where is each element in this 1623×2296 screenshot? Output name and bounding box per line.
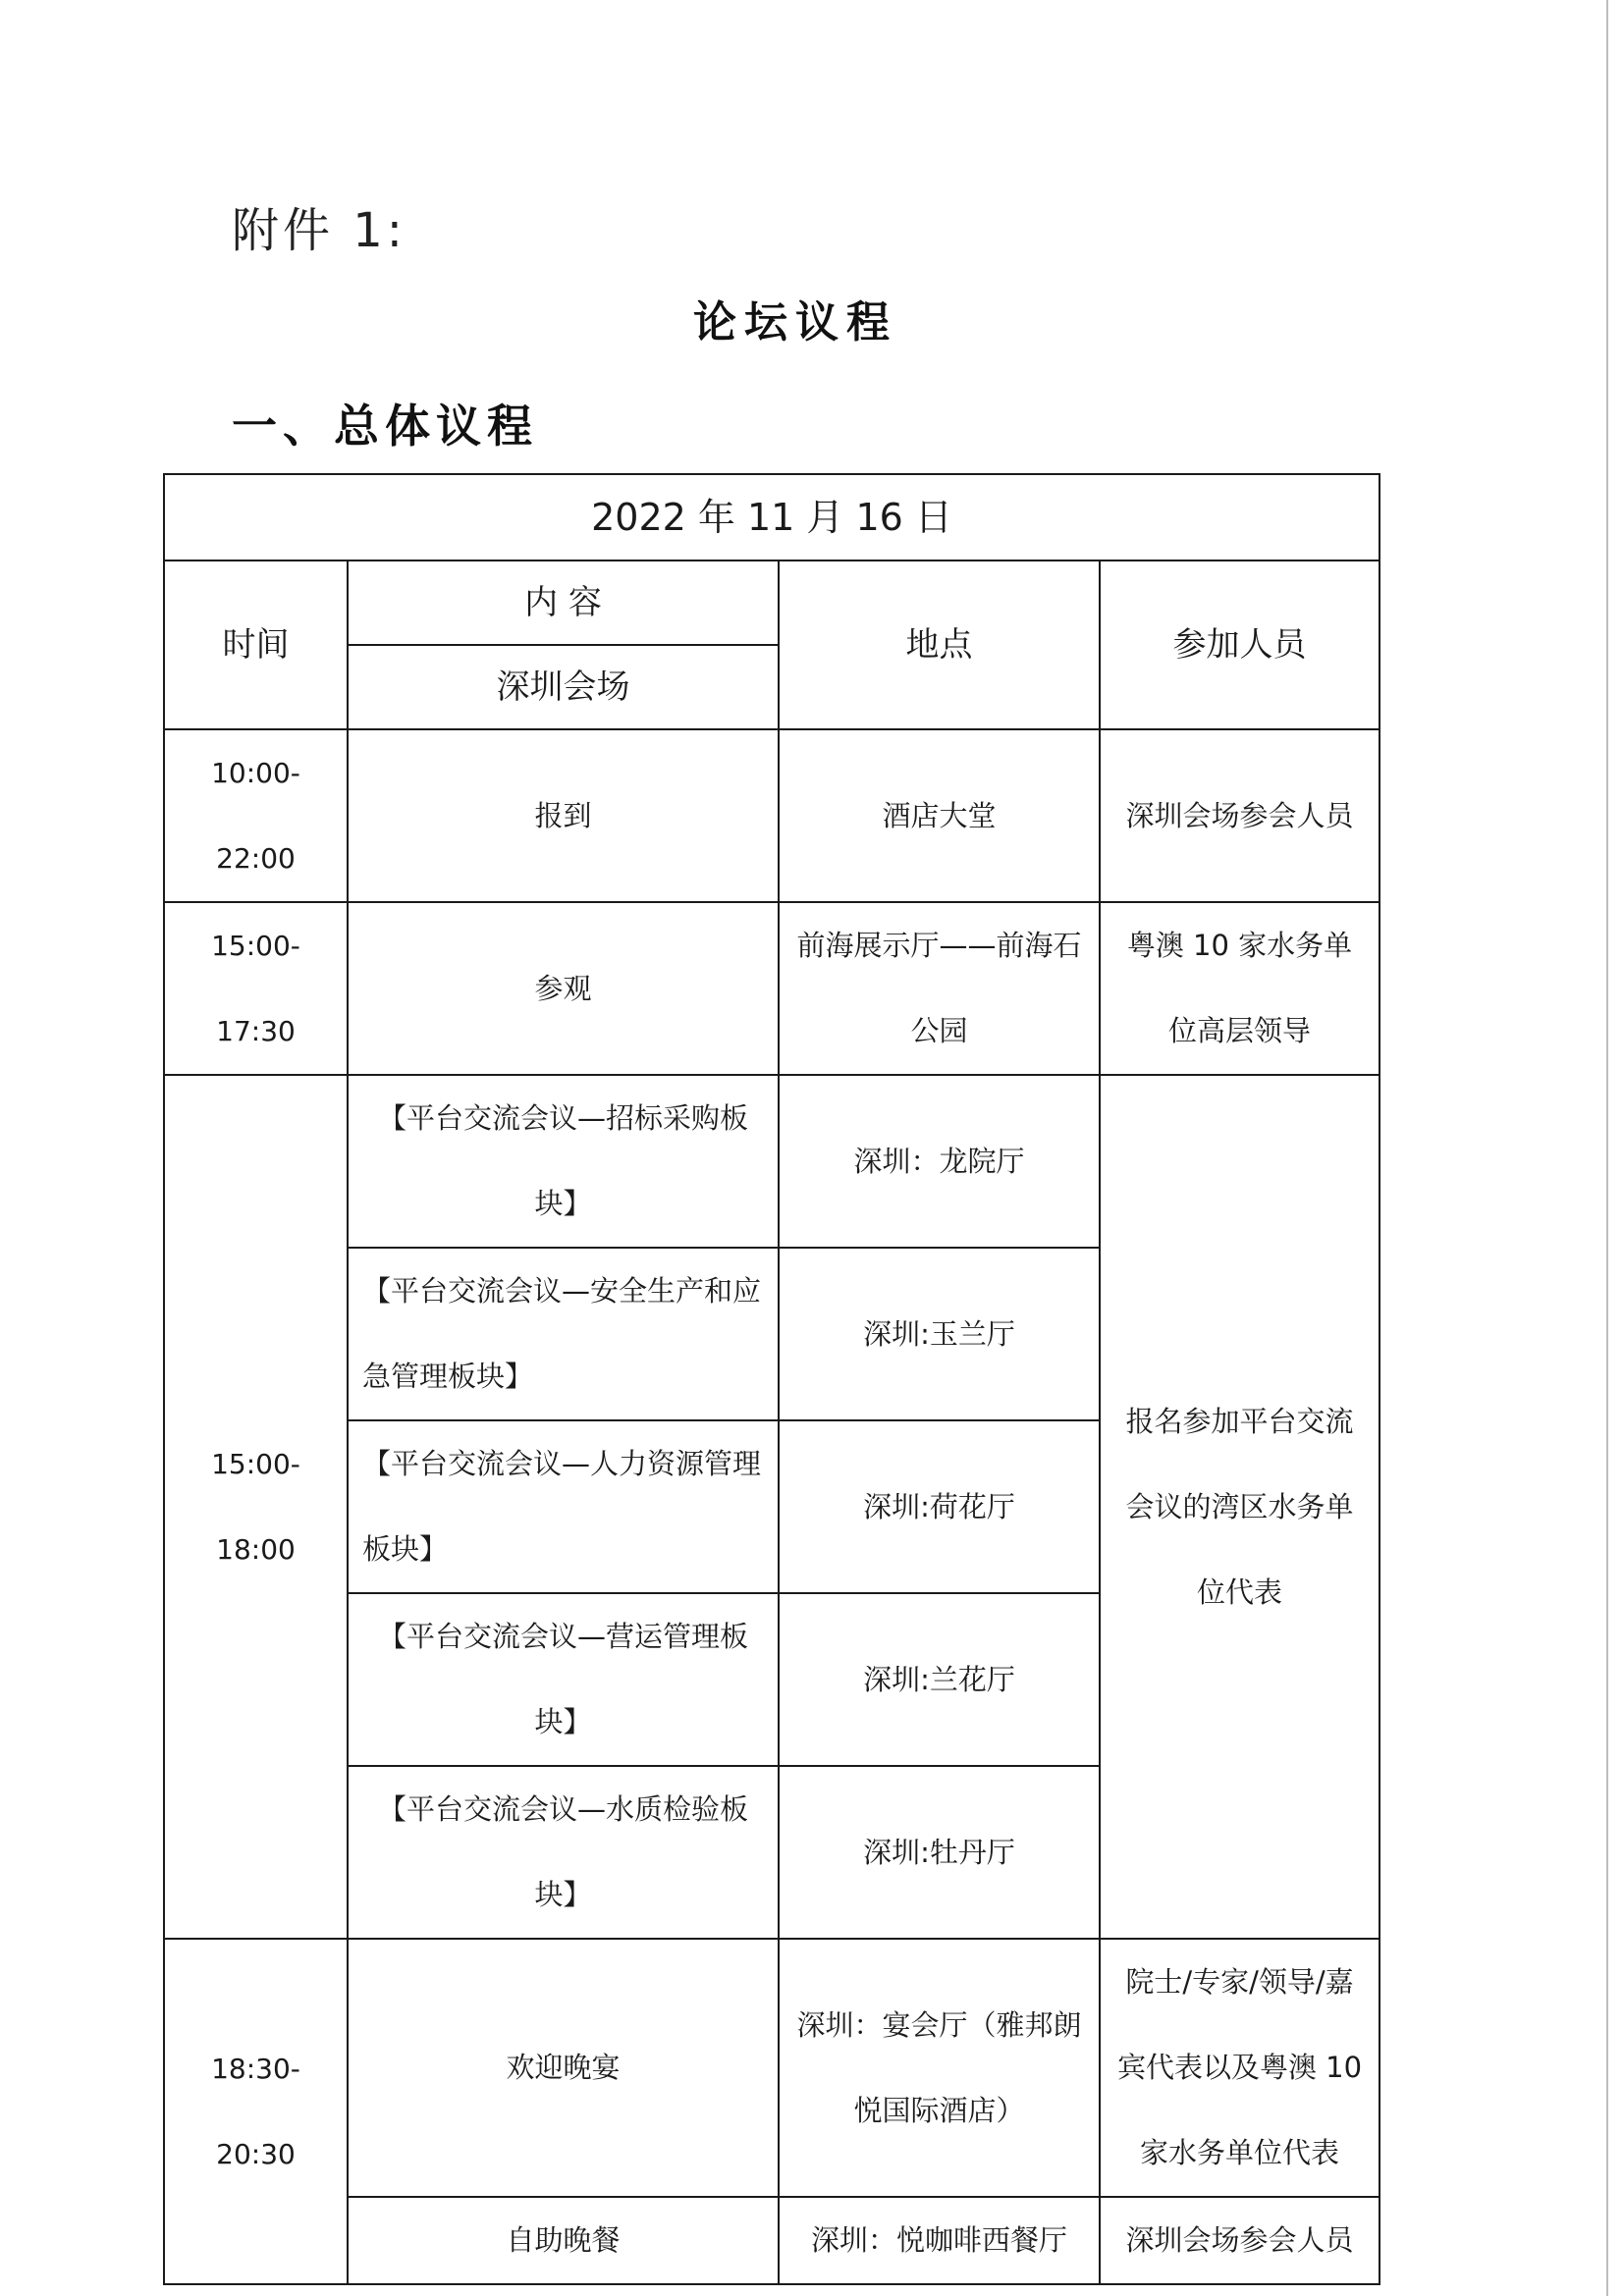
header-participants: 参加人员 — [1100, 561, 1380, 729]
table-row — [164, 1939, 1380, 2197]
table-row — [164, 902, 1380, 1075]
row-content: 自助晚餐 — [348, 2197, 779, 2284]
date-row — [164, 474, 1380, 561]
session-content: 【平台交流会议—安全生产和应急管理板块】 — [348, 1248, 779, 1420]
date-cell: 2022 年 11 月 16 日 — [164, 474, 1380, 561]
row-location: 前海展示厅——前海石公园 — [779, 902, 1100, 1075]
row-time: 15:00-17:30 — [164, 902, 348, 1075]
session-content: 【平台交流会议—招标采购板块】 — [348, 1075, 779, 1248]
session-location: 深圳:玉兰厅 — [779, 1248, 1100, 1420]
row-content: 欢迎晚宴 — [348, 1939, 779, 2197]
row-participants: 粤澳 10 家水务单位高层领导 — [1100, 902, 1380, 1075]
session-location: 深圳:荷花厅 — [779, 1420, 1100, 1593]
header-time: 时间 — [164, 561, 348, 729]
agenda-table — [163, 473, 1380, 2285]
session-content: 【平台交流会议—人力资源管理板块】 — [348, 1420, 779, 1593]
header-location: 地点 — [779, 561, 1100, 729]
row-time: 15:00-18:00 — [164, 1075, 348, 1939]
row-time: 18:30-20:30 — [164, 1939, 348, 2284]
session-content: 【平台交流会议—营运管理板块】 — [348, 1593, 779, 1766]
row-location: 深圳：悦咖啡西餐厅 — [779, 2197, 1100, 2284]
row-location: 酒店大堂 — [779, 729, 1100, 902]
row-participants: 报名参加平台交流会议的湾区水务单位代表 — [1100, 1075, 1380, 1939]
table-row — [164, 1075, 1380, 1248]
attachment-label: 附件 1: — [232, 203, 406, 258]
session-location: 深圳:牡丹厅 — [779, 1766, 1100, 1939]
session-content: 【平台交流会议—水质检验板块】 — [348, 1766, 779, 1939]
row-participants: 深圳会场参会人员 — [1100, 2197, 1380, 2284]
section-heading: 一、总体议程 — [232, 400, 538, 453]
row-content: 报到 — [348, 729, 779, 902]
header-row — [164, 561, 1380, 645]
session-location: 深圳:兰花厅 — [779, 1593, 1100, 1766]
row-time: 10:00-22:00 — [164, 729, 348, 902]
header-content: 内 容 — [348, 561, 779, 645]
row-location: 深圳：宴会厅（雅邦朗悦国际酒店） — [779, 1939, 1100, 2197]
table-row — [164, 729, 1380, 902]
page-edge-line — [1606, 0, 1608, 2296]
document-title: 论坛议程 — [693, 297, 897, 347]
row-participants: 院士/专家/领导/嘉宾代表以及粤澳 10 家水务单位代表 — [1100, 1939, 1380, 2197]
row-participants: 深圳会场参会人员 — [1100, 729, 1380, 902]
header-venue-group: 深圳会场 — [348, 645, 779, 729]
session-location: 深圳：龙院厅 — [779, 1075, 1100, 1248]
row-content: 参观 — [348, 902, 779, 1075]
